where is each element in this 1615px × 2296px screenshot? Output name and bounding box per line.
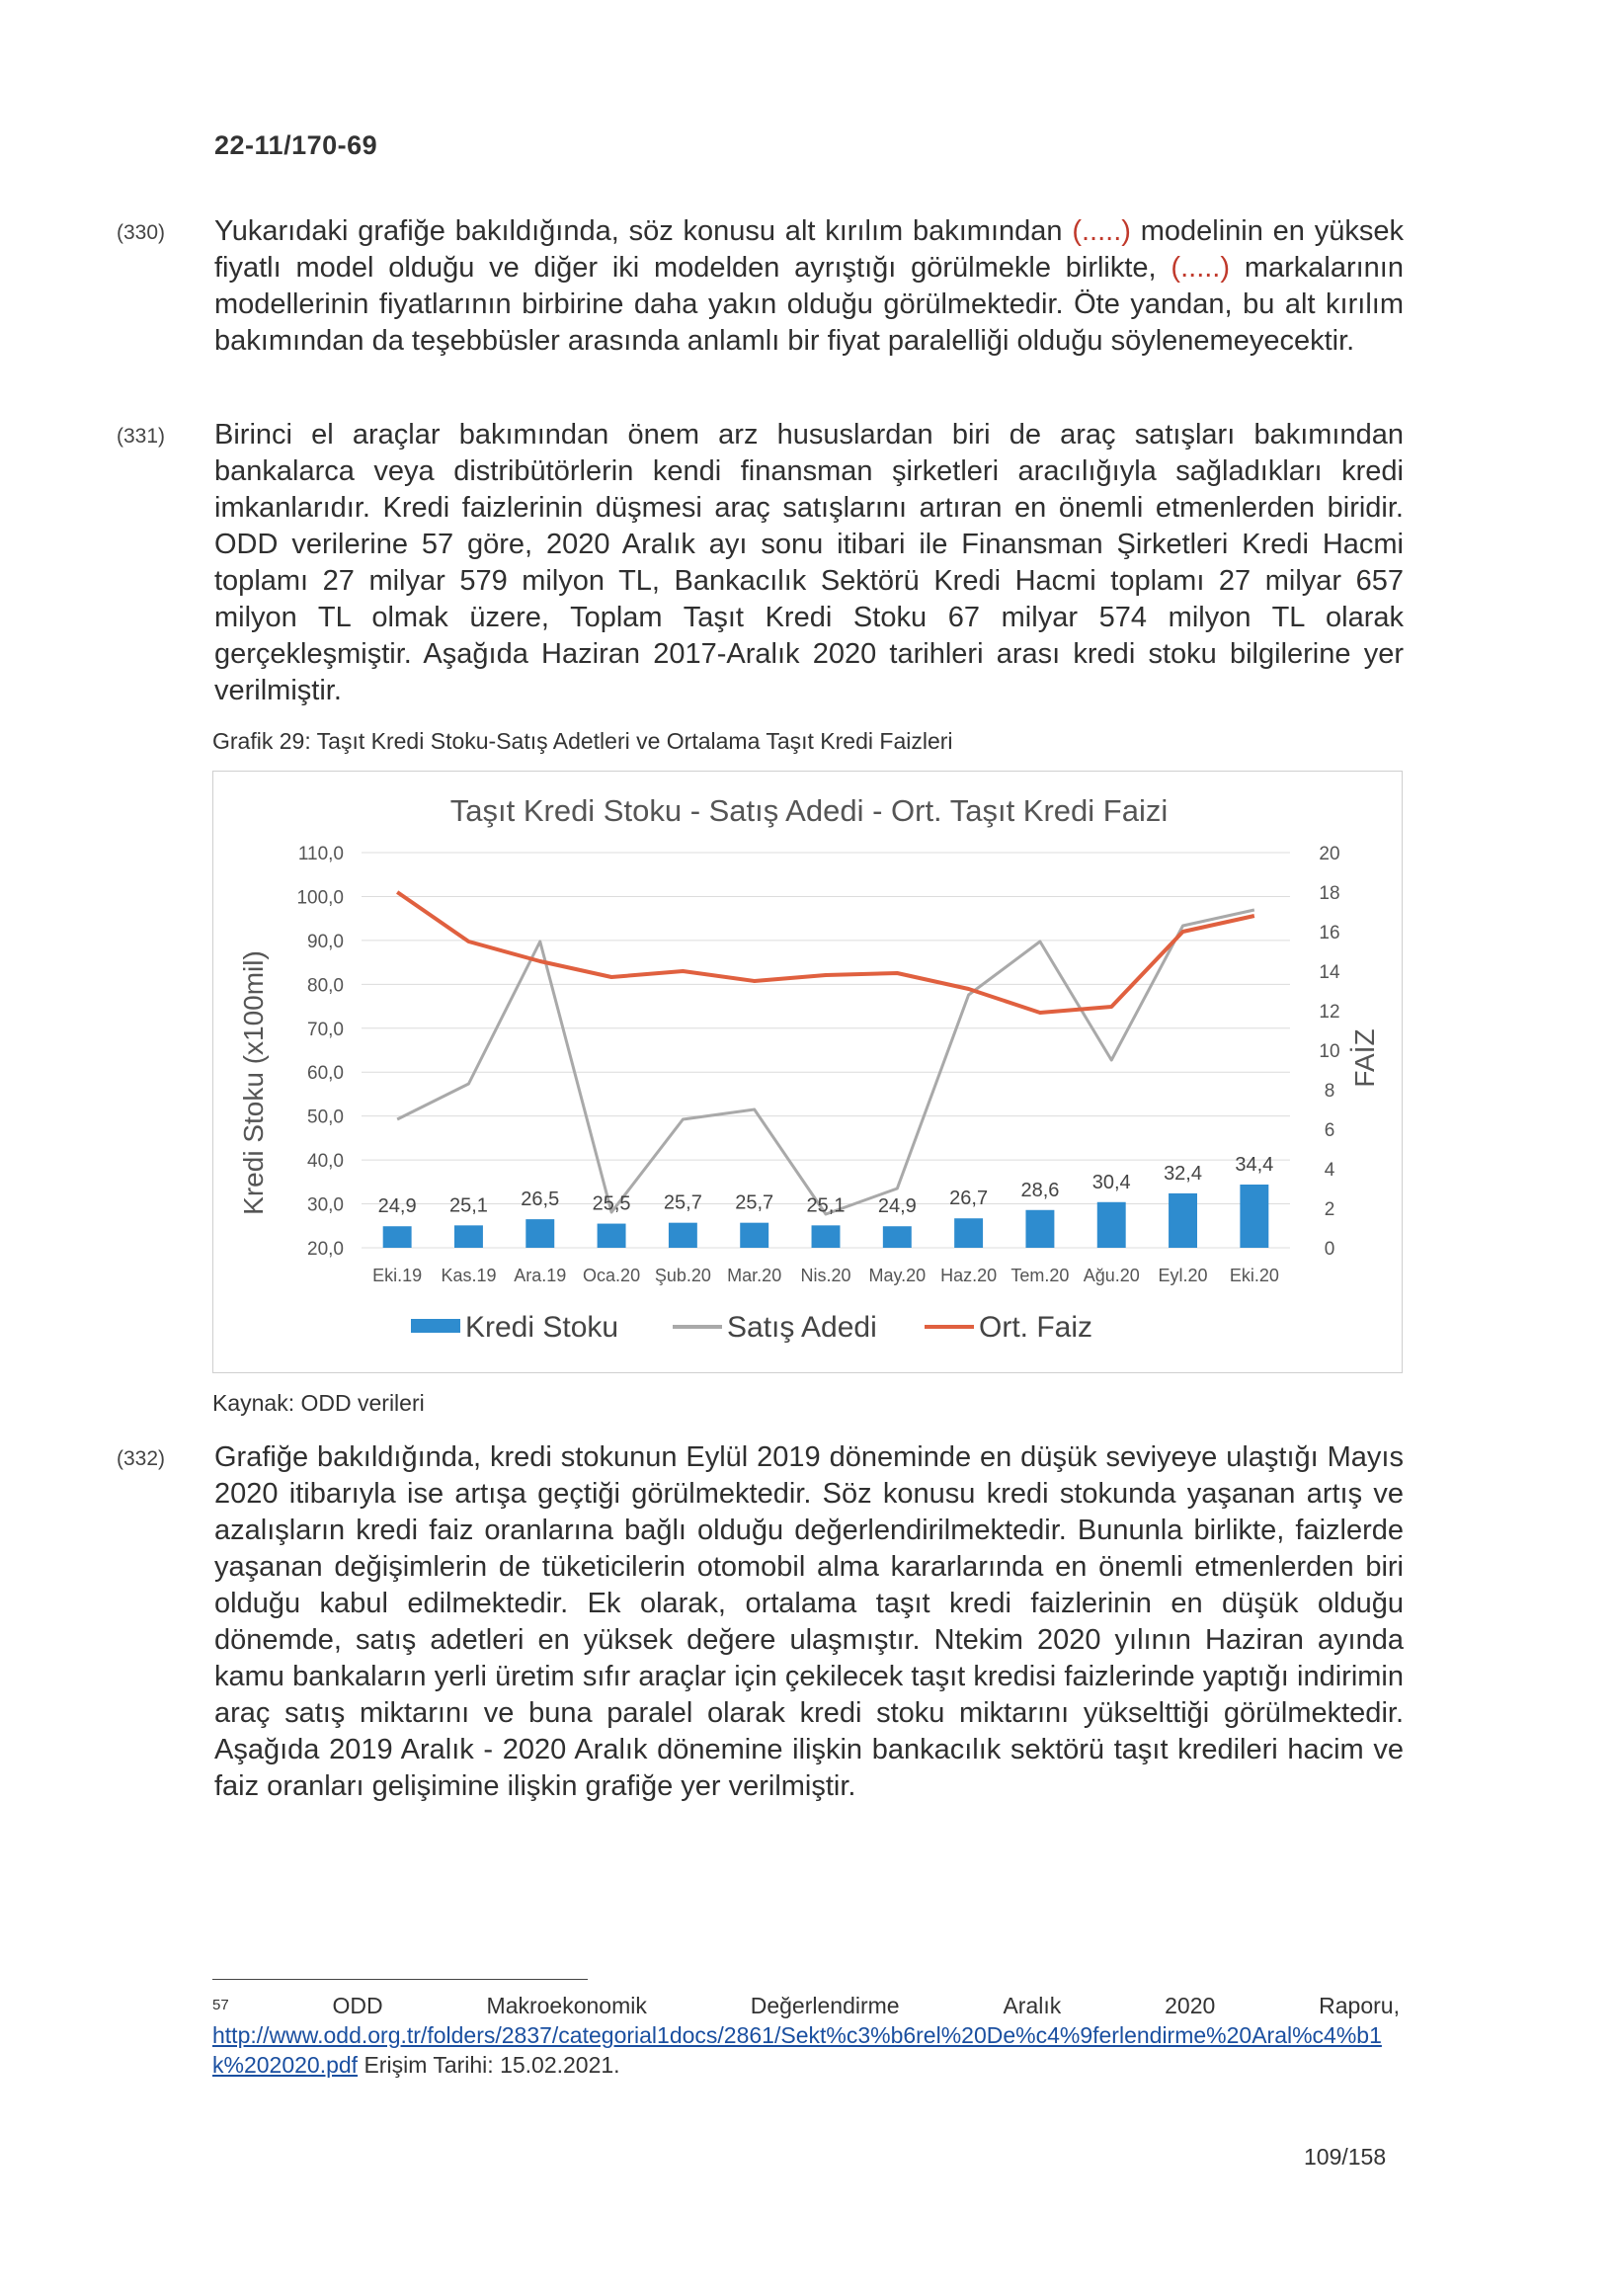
bar-data-label: 25,7 (663, 1191, 702, 1214)
footnote-access-date: Erişim Tarihi: 15.02.2021. (358, 2052, 620, 2078)
x-axis-tick-label: Tem.20 (1010, 1266, 1070, 1285)
paragraph-text: Grafiğe bakıldığında, kredi stokunun Eylül 2019 döneminde en düşük seviyeye ulaştığı Mayıs 2020 itibarıyla ise artışa geçtiği görülmektedir. Söz konusu kredi stokunda yaşanan artış ve azalışların kredi faiz oranlarına bağlı olduğu değerlendirilmektedir. Bununla birlikte, faizlerde yaşanan değişimlerin de tüketicilerin otomobil alma kararlarında en önemli etmenlerden biri olduğu kabul edilmektedir. Ek olarak, ortalama taşıt kredi faizlerinin en düşük olduğu dönemde, satış adetleri en yüksek değere ulaşmıştır. Ntekim 2020 yılının Haziran ayında kamu bankaların yerli üretim sıfır araçlar için çekilecek taşıt kredisi faizlerinde yaptığı indirimin araç satış miktarını ve buna paralel olarak kredi stoku miktarını yükselttiği görülmektedir. Aşağıda 2019 Aralık - 2020 Aralık dönemine ilişkin bankacılık sektörü taşıt kredileri hacim ve faiz oranları gelişimine ilişkin grafiğe yer verilmiştir. (214, 1441, 1404, 1802)
left-axis-tick-label: 90,0 (307, 931, 344, 952)
left-axis-tick-label: 70,0 (307, 1019, 344, 1040)
legend-label: Kredi Stoku (465, 1311, 619, 1344)
right-axis-tick-label: 10 (1319, 1041, 1340, 1062)
footnote-link[interactable]: http://www.odd.org.tr/folders/2837/categorial1docs/2861/Sekt%c3%b6rel%20De%c4%9ferlendirme%20Aral%c4%b1k%202020.pdf (212, 2022, 1382, 2078)
bar-kredi-stoku (669, 1223, 697, 1248)
bar-kredi-stoku (454, 1225, 483, 1248)
chart-frame (212, 771, 1403, 1373)
right-axis-label: FAİZ (1349, 1028, 1380, 1088)
x-axis-tick-label: Mar.20 (727, 1266, 782, 1285)
x-axis-tick-label: May.20 (868, 1266, 927, 1285)
chart-legend (411, 1311, 1092, 1344)
right-axis-tick-label: 2 (1324, 1199, 1335, 1220)
x-axis-tick-label: Nis.20 (800, 1266, 851, 1285)
bar-kredi-stoku (1025, 1210, 1054, 1248)
bar-kredi-stoku (883, 1226, 912, 1248)
left-axis-tick-label: 50,0 (307, 1107, 344, 1128)
paragraph-331 (214, 417, 1404, 709)
left-axis-tick-label: 40,0 (307, 1151, 344, 1173)
bar-kredi-stoku (1097, 1202, 1126, 1248)
footnote-word: Raporu, (1319, 1993, 1400, 2018)
bar-data-label: 24,9 (877, 1195, 917, 1218)
right-axis-tick-label: 0 (1324, 1239, 1335, 1260)
bar-data-label: 26,7 (949, 1188, 989, 1210)
left-axis-tick-label: 80,0 (307, 975, 344, 997)
legend-label: Satış Adedi (727, 1311, 877, 1344)
redacted-text: (.....) (1072, 215, 1131, 247)
left-axis-tick-label: 20,0 (307, 1239, 344, 1260)
paragraph-text: markalarının modellerinin fiyatlarının birbirine daha yakın olduğu görülmektedir. Öte yandan, bu alt kırılım bakımından da teşebbüsler arasında anlamlı bir fiyat paralelliği olduğu söylenemeyecektir. (214, 252, 1404, 357)
paragraph-330 (214, 213, 1404, 360)
page-number: 109/158 (1304, 2144, 1387, 2170)
paragraph-332 (214, 1439, 1404, 1805)
footnote (212, 1991, 1400, 2080)
bar-data-label: 24,9 (377, 1195, 417, 1218)
left-axis-tick-label: 30,0 (307, 1194, 344, 1216)
x-axis-tick-label: Şub.20 (654, 1266, 711, 1285)
right-axis-tick-label: 16 (1319, 923, 1340, 943)
right-axis-tick-label: 12 (1319, 1002, 1340, 1023)
plot-layer (296, 844, 1340, 1285)
x-axis-tick-label: Kas.19 (441, 1266, 497, 1285)
chart-title: Taşıt Kredi Stoku - Satış Adedi - Ort. Taşıt Kredi Faizi (449, 793, 1169, 828)
right-axis-tick-label: 18 (1319, 883, 1340, 904)
bar-data-label: 32,4 (1164, 1162, 1203, 1185)
bar-data-label: 25,1 (806, 1194, 846, 1217)
right-axis-tick-label: 6 (1324, 1120, 1335, 1141)
paragraph-text: Yukarıdaki grafiğe bakıldığında, söz konusu alt kırılım bakımından (214, 215, 1073, 247)
right-axis-tick-label: 8 (1324, 1081, 1335, 1102)
paragraph-text: Birinci el araçlar bakımından önem arz hususlardan biri de araç satışları bakımından bankalarca veya distribütörlerin kendi finansman şirketleri aracılığıyla sağladıkları kredi imkanlarıdır. Kredi faizlerinin düşmesi araç satışlarını artıran en önemli etmenlerden biridir. ODD verilerine 57 göre, 2020 Aralık ayı sonu itibari ile Finansman Şirketleri Kredi Hacmi toplamı 27 milyar 579 milyon TL, Bankacılık Sektörü Kredi Hacmi toplamı 27 milyar 657 milyon TL olmak üzere, Toplam Taşıt Kredi Stoku 67 milyar 574 milyon TL olarak gerçekleşmiştir. Aşağıda Haziran 2017-Aralık 2020 tarihleri arası kredi stoku bilgilerine yer verilmiştir. (214, 419, 1404, 706)
bar-kredi-stoku (525, 1219, 554, 1248)
x-axis-tick-label: Eki.20 (1229, 1266, 1279, 1285)
x-axis-tick-label: Oca.20 (583, 1266, 641, 1285)
footnote-word (212, 1991, 229, 2020)
footnote-word: 2020 (1165, 1993, 1216, 2018)
bar-kredi-stoku (598, 1224, 626, 1248)
paragraph-number: (330) (117, 221, 166, 244)
right-axis-tick-label: 14 (1319, 962, 1340, 983)
footnote-number: 57 (212, 1997, 229, 2013)
bar-data-label: 28,6 (1020, 1179, 1060, 1201)
x-axis-tick-label: Haz.20 (940, 1266, 998, 1285)
bar-data-label: 25,1 (448, 1194, 488, 1217)
bar-data-label: 25,7 (735, 1191, 774, 1214)
document-code: 22-11/170-69 (214, 130, 378, 160)
bar-data-label: 26,5 (521, 1189, 560, 1211)
legend-label: Ort. Faiz (979, 1311, 1093, 1344)
paragraph-number: (331) (117, 425, 166, 448)
line-ort-faiz (397, 892, 1254, 1013)
paragraph-number: (332) (117, 1447, 166, 1470)
left-axis-tick-label: 110,0 (297, 844, 344, 864)
bar-kredi-stoku (383, 1226, 412, 1248)
figure-caption: Grafik 29: Taşıt Kredi Stoku-Satış Adetleri ve Ortalama Taşıt Kredi Faizleri (212, 728, 953, 754)
x-axis-tick-label: Eyl.20 (1158, 1266, 1208, 1285)
combo-chart (213, 772, 1404, 1374)
bar-kredi-stoku (1240, 1185, 1268, 1248)
left-axis-tick-label: 60,0 (307, 1063, 344, 1085)
left-axis-label: Kredi Stoku (x100mil) (238, 950, 269, 1215)
figure-source: Kaynak: ODD verileri (212, 1390, 425, 1416)
bar-kredi-stoku (1169, 1193, 1197, 1248)
right-axis-tick-label: 4 (1324, 1160, 1335, 1181)
bar-data-label: 34,4 (1235, 1154, 1274, 1176)
footnote-citation (212, 1991, 1400, 2020)
footnote-word: Değerlendirme (750, 1993, 900, 2018)
left-axis-tick-label: 100,0 (296, 887, 344, 909)
footnote-word: ODD (332, 1993, 383, 2018)
footnote-word: Aralık (1003, 1993, 1062, 2018)
x-axis-tick-label: Eki.19 (372, 1266, 423, 1285)
legend-swatch-kredi-stoku (411, 1319, 460, 1333)
redacted-text: (.....) (1171, 252, 1231, 284)
bar-kredi-stoku (954, 1218, 983, 1248)
bar-data-label: 30,4 (1091, 1171, 1131, 1193)
right-axis-tick-label: 20 (1319, 844, 1340, 864)
x-axis-tick-label: Ara.19 (514, 1266, 567, 1285)
bar-kredi-stoku (812, 1225, 841, 1248)
footnote-link-line (212, 2020, 1400, 2080)
bar-kredi-stoku (740, 1223, 768, 1248)
x-axis-tick-label: Ağu.20 (1083, 1266, 1140, 1285)
bar-data-label: 25,5 (592, 1192, 631, 1215)
paragraph-text: modelinin en yüksek fiyatlı model olduğu ve diğer iki modelden ayrıştığı görülmekle birlikte, (214, 215, 1404, 284)
footnote-divider (212, 1979, 588, 1980)
footnote-word: Makroekonomik (486, 1993, 647, 2018)
